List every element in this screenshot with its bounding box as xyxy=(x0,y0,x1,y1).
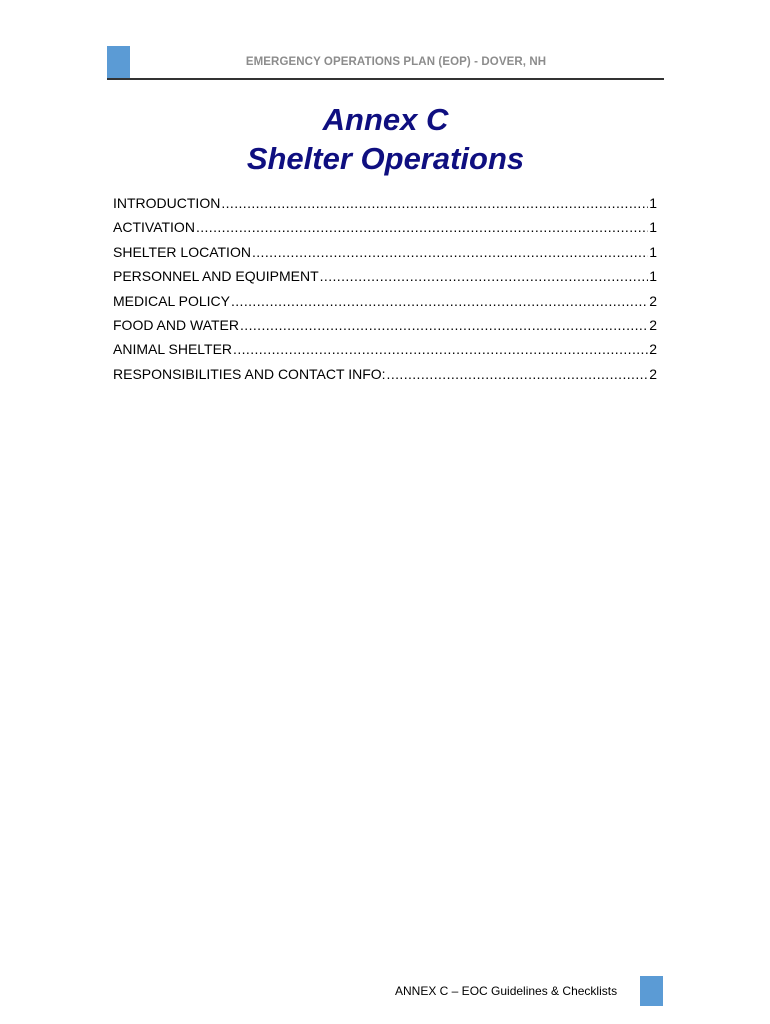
toc-leader-dots xyxy=(387,365,649,383)
toc-entry-personnel-and-equipment[interactable] xyxy=(113,267,657,291)
toc-entry-label: ANIMAL SHELTER xyxy=(113,341,233,358)
toc-entry-label: FOOD AND WATER xyxy=(113,316,239,333)
toc-leader-dots xyxy=(252,243,648,261)
toc-entry-label: MEDICAL POLICY xyxy=(113,292,230,309)
running-header: EMERGENCY OPERATIONS PLAN (EOP) - DOVER, NH xyxy=(245,56,547,68)
toc-entry-label: ACTIVATION xyxy=(113,219,195,236)
toc-entry-page: 1 xyxy=(649,219,657,236)
document-title: Annex C xyxy=(322,102,449,137)
header-rule xyxy=(107,78,664,80)
toc-entry-label: PERSONNEL AND EQUIPMENT xyxy=(113,268,319,285)
toc-entry-label: SHELTER LOCATION xyxy=(113,243,251,260)
toc-entry-page: 2 xyxy=(649,316,657,333)
header-accent-block xyxy=(107,46,130,78)
toc-entry-introduction[interactable] xyxy=(113,194,657,218)
footer-accent-block xyxy=(640,976,663,1006)
toc-entry-page: 2 xyxy=(649,341,657,358)
toc-leader-dots xyxy=(221,194,648,212)
running-footer: ANNEX C – EOC Guidelines & Checklists xyxy=(395,984,618,998)
toc-entry-page: 1 xyxy=(649,195,657,211)
toc-entry-food-and-water[interactable] xyxy=(113,316,657,340)
toc-entry-page: 2 xyxy=(649,365,657,382)
toc-entry-label: INTRODUCTION xyxy=(113,195,221,211)
toc-entry-label: RESPONSIBILITIES AND CONTACT INFO: xyxy=(113,365,386,382)
document-subtitle: Shelter Operations xyxy=(246,141,525,176)
toc-entry-page: 1 xyxy=(649,268,657,285)
toc-leader-dots xyxy=(196,218,648,236)
toc-entry-responsibilities-and-contact-info[interactable] xyxy=(113,365,657,389)
toc-entry-page: 2 xyxy=(649,292,657,309)
toc-entry-activation[interactable] xyxy=(113,218,657,242)
toc-leader-dots xyxy=(240,316,648,334)
toc-leader-dots xyxy=(231,292,648,310)
toc-entry-medical-policy[interactable] xyxy=(113,292,657,316)
toc-leader-dots xyxy=(320,267,649,285)
table-of-contents xyxy=(113,194,657,389)
toc-entry-animal-shelter[interactable] xyxy=(113,340,657,364)
toc-entry-shelter-location[interactable] xyxy=(113,243,657,267)
toc-entry-page: 1 xyxy=(649,243,657,260)
toc-leader-dots xyxy=(233,340,648,358)
